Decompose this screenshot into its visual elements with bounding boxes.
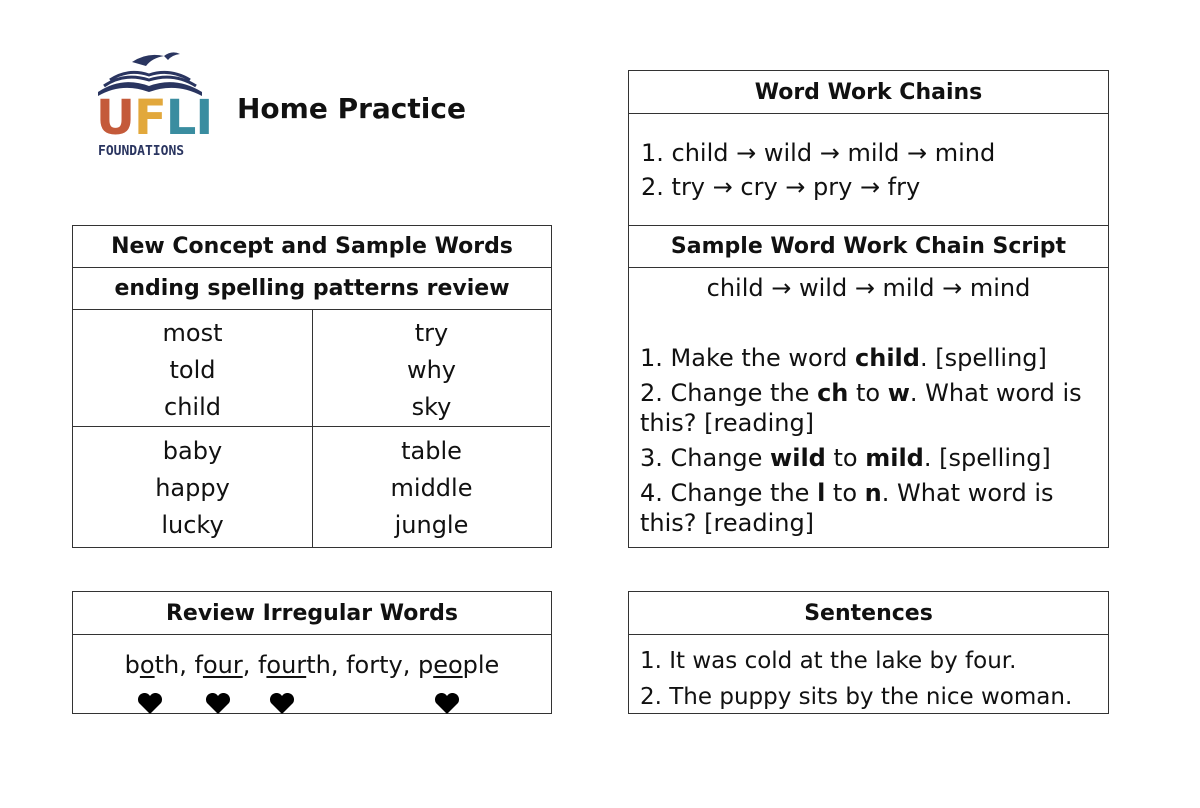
heart-icon (205, 693, 231, 715)
irregular-word: both (125, 651, 180, 679)
ufli-logo (92, 50, 213, 165)
logo-subtitle: FOUNDATIONS (98, 144, 185, 159)
page-title: Home Practice (237, 92, 466, 125)
chains-box (628, 70, 1109, 226)
sample-word: child (164, 393, 221, 421)
logo-letter-f: F (133, 90, 166, 146)
sample-word: middle (390, 474, 473, 502)
word-column (73, 427, 313, 547)
chains-header: Word Work Chains (629, 71, 1108, 114)
logo-letter-i: I (195, 90, 213, 146)
concept-subheader: ending spelling patterns review (73, 268, 551, 310)
script-chain: child → wild → mild → mind (706, 274, 1031, 302)
sample-word: jungle (394, 511, 469, 539)
concept-box (72, 225, 552, 548)
sentences-box (628, 591, 1109, 714)
heart-icon (269, 693, 295, 715)
script-step: 3. Change wild to mild. [spelling] (640, 444, 1051, 472)
script-box (628, 225, 1109, 548)
heart-icon (137, 693, 163, 715)
sample-word: happy (155, 474, 230, 502)
script-step: 4. Change the l to n. What word is this? [reading] (640, 479, 1054, 537)
script-step: 2. Change the ch to w. What word is this? [reading] (640, 379, 1082, 437)
concept-grid (73, 310, 550, 547)
sample-word: baby (162, 437, 223, 465)
chain-item: 2. try → cry → pry → fry (641, 173, 921, 201)
irregular-header: Review Irregular Words (73, 592, 551, 635)
logo-letter-l: L (165, 90, 196, 146)
word-column (73, 310, 313, 426)
script-step: 1. Make the word child. [spelling] (640, 344, 1047, 372)
concept-row (73, 310, 550, 427)
word-column (313, 427, 550, 547)
sentence-item: 1. It was cold at the lake by four. (640, 648, 1017, 674)
sample-word: most (162, 319, 223, 347)
irregular-word: forty (346, 651, 403, 679)
sample-word: table (401, 437, 462, 465)
chain-item: 1. child → wild → mild → mind (641, 139, 996, 167)
irregular-word: fourth (258, 651, 331, 679)
irregular-box (72, 591, 552, 714)
logo-letter-u: U (96, 90, 134, 146)
irregular-word: four (194, 651, 242, 679)
irregular-word: people (418, 651, 499, 679)
sample-word: why (406, 356, 457, 384)
heart-icon (434, 693, 460, 715)
sentence-item: 2. The puppy sits by the nice woman. (640, 684, 1073, 710)
script-header: Sample Word Work Chain Script (629, 226, 1108, 268)
sample-word: sky (411, 393, 452, 421)
concept-row (73, 427, 550, 547)
sample-word: lucky (161, 511, 224, 539)
irregular-words: both , four , fourth , forty, people (73, 635, 551, 679)
concept-header: New Concept and Sample Words (73, 226, 551, 268)
sample-word: told (169, 356, 216, 384)
sample-word: try (414, 319, 449, 347)
word-column (313, 310, 550, 426)
sentences-header: Sentences (629, 592, 1108, 635)
